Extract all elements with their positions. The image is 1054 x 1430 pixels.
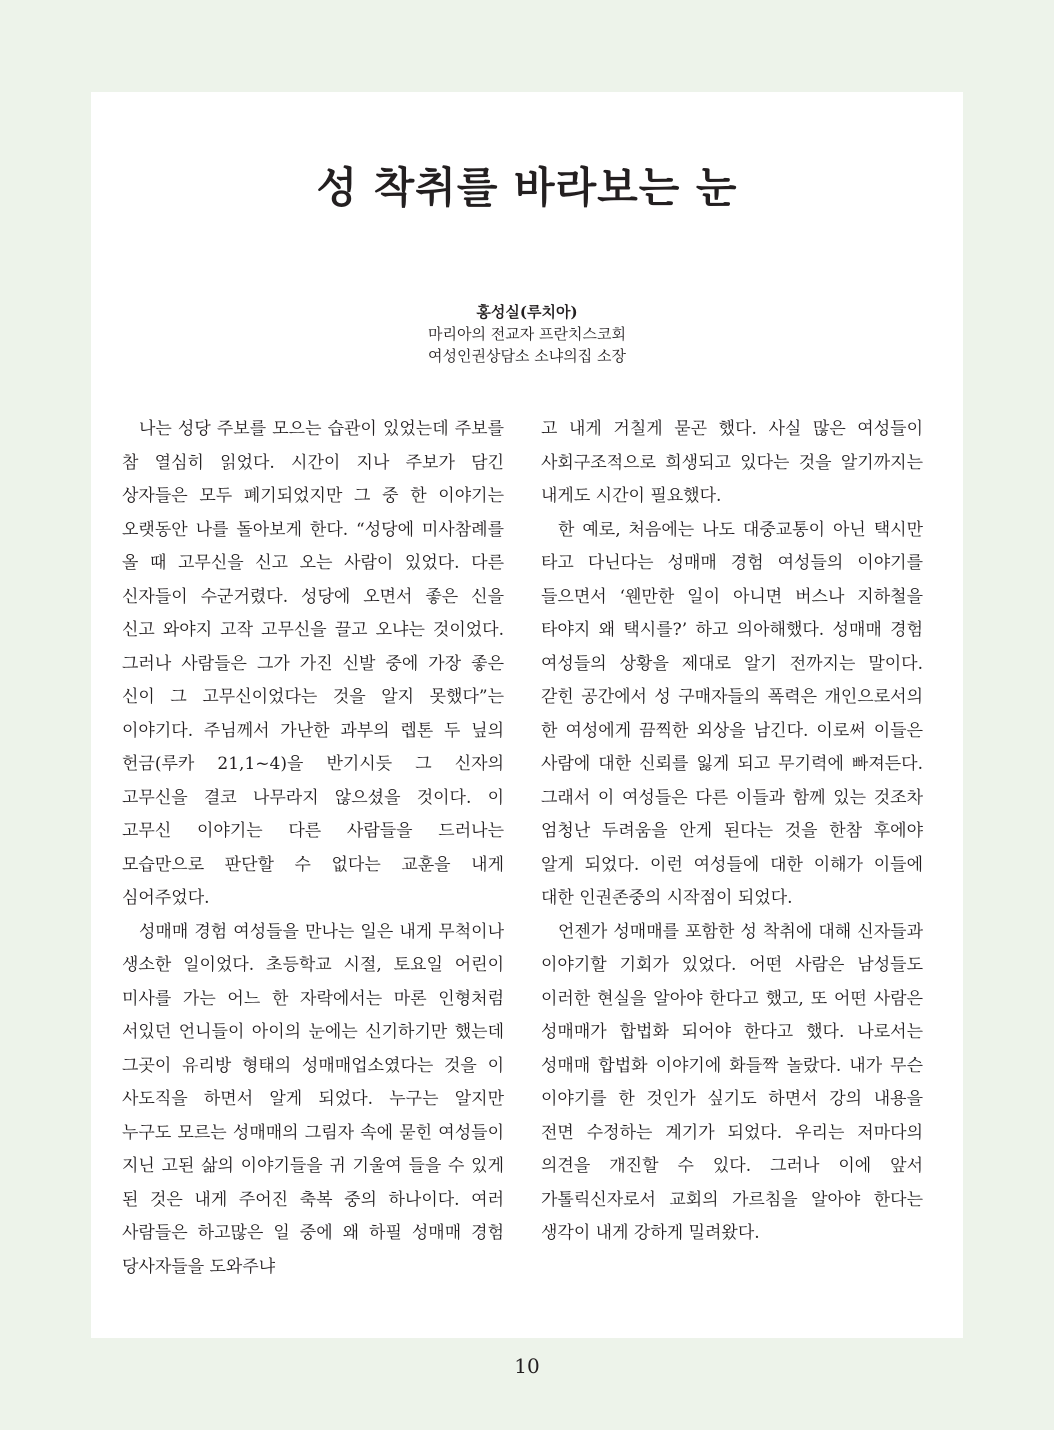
- paragraph: 성매매 경험 여성들을 만나는 일은 내게 무척이나 생소한 일이었다. 초등학교 시절, 토요일 어린이 미사를 가는 어느 한 자락에서는 마론 인형처럼 서있던 언니들이 아이의 눈에는 신기하기만 했는데 그곳이 유리방 형태의 성매매업소였다는 것을 이 사도직을 하면서 알게 되었다. 누구는 알지만 누구도 모르는 성매매의 그림자 속에 묻힌 여성들이 지닌 고된 삶의 이야기들을 귀 기울여 들을 수 있게 된 것은 내게 주어진 축복 중의 하나이다. 여러 사람들은 하고많은 일 중에 왜 하필 성매매 경험 당사자들을 도와주냐: [122, 921, 504, 1277]
- article-title: 성 착취를 바라보는 눈: [316, 163, 738, 212]
- paragraph: 언젠가 성매매를 포함한 성 착취에 대해 신자들과 이야기할 기회가 있었다. 어떤 사람은 남성들도 이러한 현실을 알아야 한다고 했고, 또 어떤 사람은 성매매가 합법화 되어야 한다고 했다. 나로서는 성매매 합법화 이야기에 화들짝 놀랐다. 내가 무슨 이야기를 한 것인가 싶기도 하면서 강의 내용을 전면 수정하는 계기가 되었다. 우리는 저마다의 의견을 개진할 수 있다. 그러나 이에 앞서 가톨릭신자로서 교회의 가르침을 알아야 한다는 생각이 내게 강하게 밀려왔다.: [541, 921, 923, 1243]
- body-column-left: [122, 413, 504, 1284]
- author-affiliation-position: 여성인권상담소 소냐의집 소장: [428, 347, 626, 365]
- author-affiliation-order: 마리아의 전교자 프란치스코회: [428, 325, 626, 343]
- page-number: 10: [514, 1354, 540, 1378]
- author-name: 홍성실(루치아): [476, 303, 578, 321]
- paragraph-continued: 고 내게 거칠게 묻곤 했다. 사실 많은 여성들이 사회구조적으로 희생되고 있다는 것을 알기까지는 내게도 시간이 필요했다.: [541, 419, 923, 506]
- paragraph: 한 예로, 처음에는 나도 대중교통이 아닌 택시만 타고 다닌다는 성매매 경험 여성들의 이야기를 들으면서 ‘웬만한 일이 아니면 버스나 지하철을 타야지 왜 택시를?’ 하고 의아해했다. 성매매 경험 여성들의 상황을 제대로 알기 전까지는 말이다. 갇힌 공간에서 성 구매자들의 폭력은 개인으로서의 한 여성에게 끔찍한 외상을 남긴다. 이로써 이들은 사람에 대한 신뢰를 잃게 되고 무기력에 빠져든다. 그래서 이 여성들은 다른 이들과 함께 있는 것조차 엄청난 두려움을 안게 된다는 것을 한참 후에야 알게 되었다. 이런 여성들에 대한 이해가 이들에 대한 인권존중의 시작점이 되었다.: [541, 519, 923, 908]
- paragraph: 나는 성당 주보를 모으는 습관이 있었는데 주보를 참 열심히 읽었다. 시간이 지나 주보가 담긴 상자들은 모두 폐기되었지만 그 중 한 이야기는 오랫동안 나를 돌아보게 한다. “성당에 미사참례를 올 때 고무신을 신고 오는 사람이 있었다. 다른 신자들이 수군거렸다. 성당에 오면서 좋은 신을 신고 와야지 고작 고무신을 끌고 오냐는 것이었다. 그러나 사람들은 그가 가진 신발 중에 가장 좋은 신이 그 고무신이었다는 것을 알지 못했다”는 이야기다. 주님께서 가난한 과부의 렙톤 두 닢의 헌금(루카 21,1~4)을 반기시듯 그 신자의 고무신을 결코 나무라지 않으셨을 것이다. 이 고무신 이야기는 다른 사람들을 드러나는 모습만으로 판단할 수 없다는 교훈을 내게 심어주었다.: [122, 419, 504, 908]
- byline: [0, 301, 1054, 367]
- body-column-right: [541, 413, 923, 1251]
